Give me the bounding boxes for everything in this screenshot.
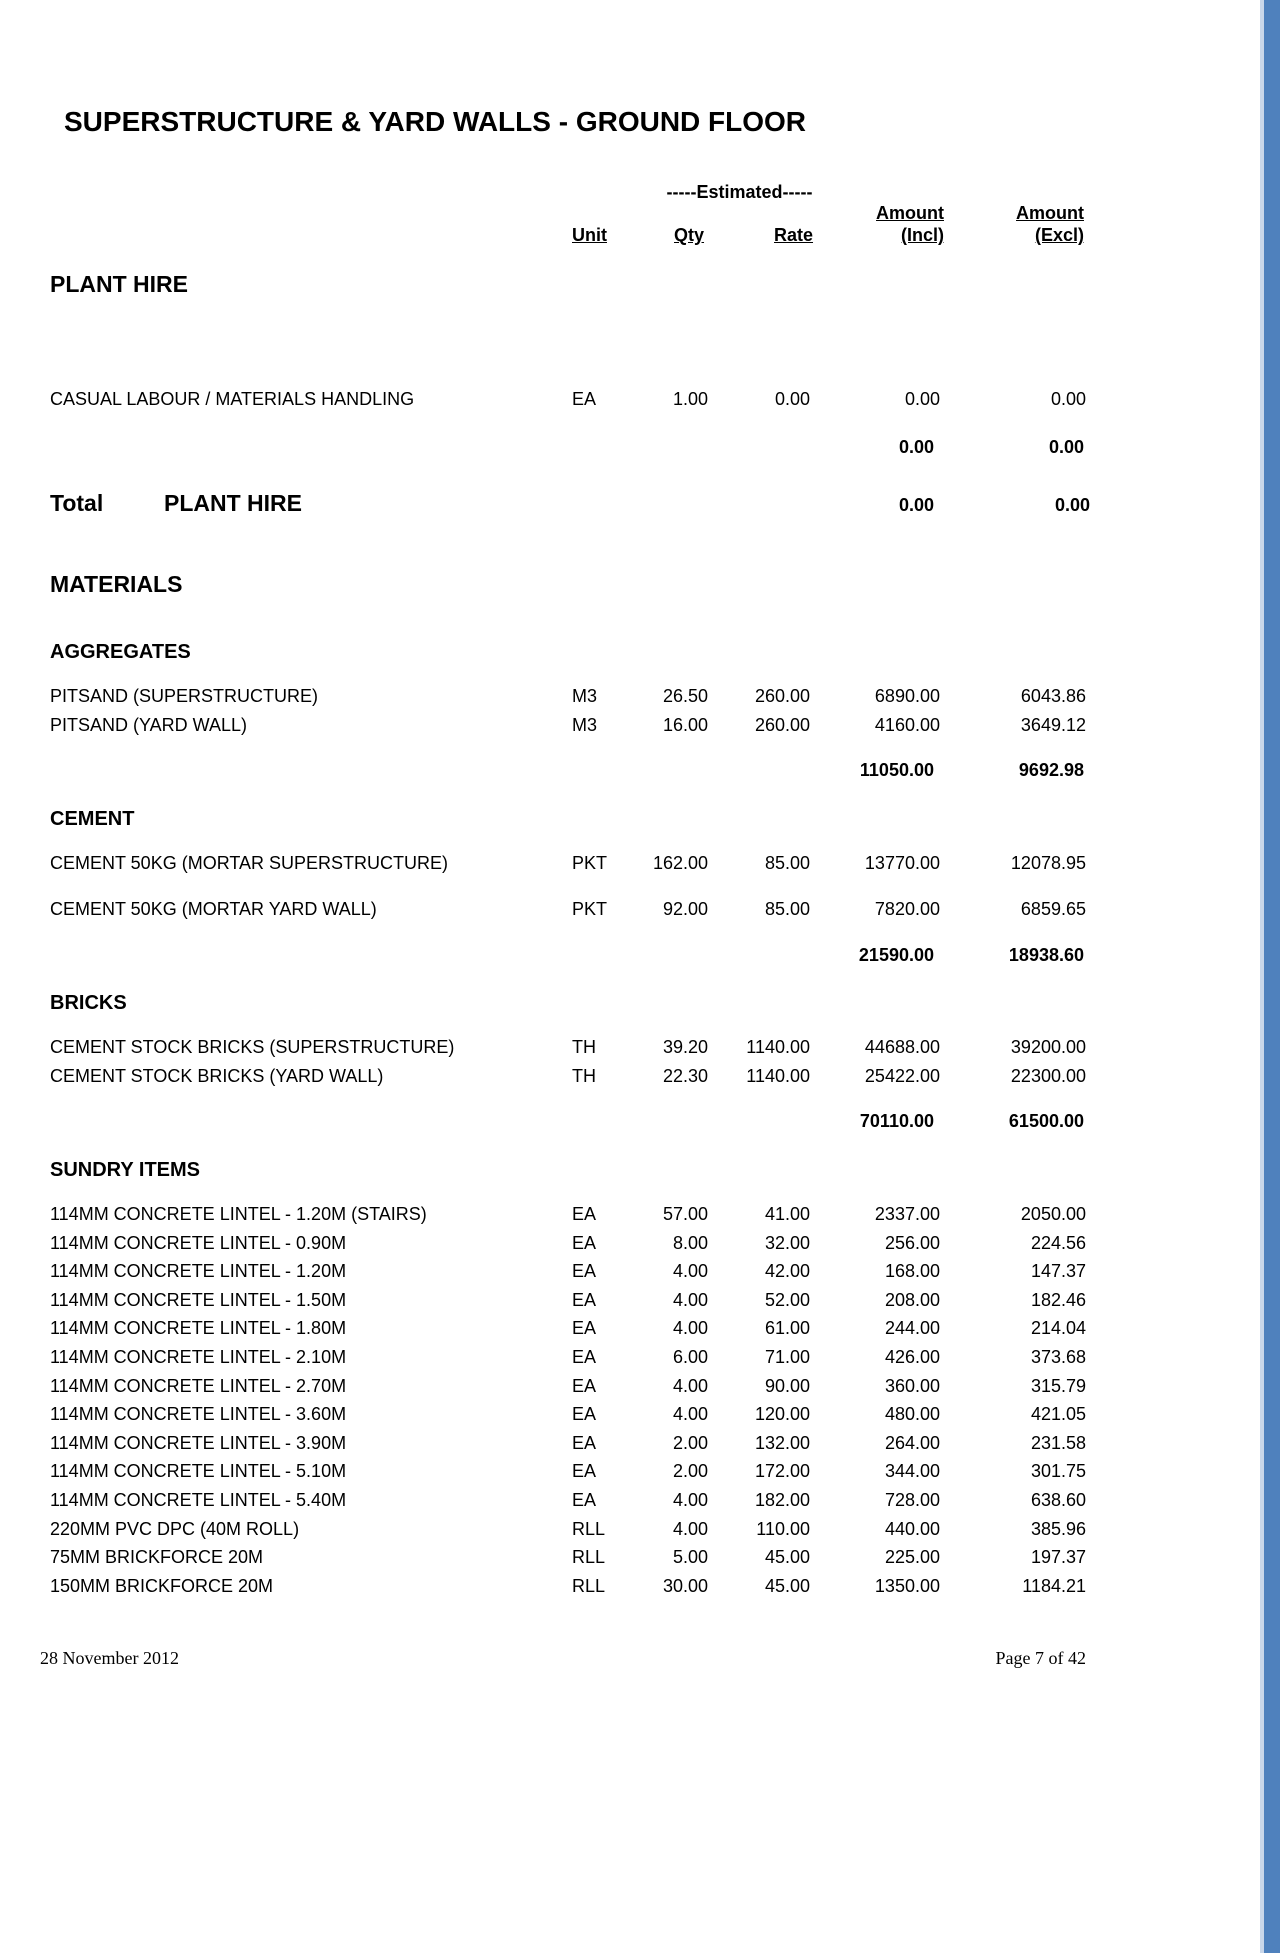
item-amount-incl: 480.00	[884, 1404, 940, 1425]
item-qty: 4.00	[672, 1261, 708, 1282]
item-qty: 16.00	[662, 715, 708, 735]
table-row	[0, 1400, 1100, 1428]
item-description: 114MM CONCRETE LINTEL - 1.20M	[50, 1261, 347, 1282]
table-row	[0, 895, 1100, 923]
item-description: PITSAND (YARD WALL)	[50, 715, 248, 735]
subtotal-incl: 11050.00	[859, 760, 934, 780]
item-rate: 110.00	[756, 1518, 810, 1539]
table-row	[0, 1314, 1100, 1342]
amount-incl-header-line1: Amount	[876, 203, 944, 223]
subtotal-row	[0, 756, 1100, 784]
table-row	[0, 711, 1100, 739]
item-amount-excl: 1184.21	[1022, 1575, 1086, 1596]
item-unit: EA	[572, 1432, 597, 1453]
item-amount-incl: 225.00	[884, 1547, 940, 1568]
unit-header: Unit	[572, 225, 607, 245]
item-qty: 6.00	[672, 1347, 708, 1367]
table-row	[0, 1200, 1100, 1228]
item-qty: 39.20	[662, 1037, 708, 1057]
item-amount-excl: 231.58	[1030, 1432, 1086, 1453]
table-row	[0, 1486, 1100, 1514]
item-qty: 92.00	[662, 899, 708, 919]
item-rate: 45.00	[764, 1575, 810, 1596]
item-description: 114MM CONCRETE LINTEL - 0.90M	[50, 1232, 347, 1253]
item-amount-incl: 244.00	[884, 1318, 940, 1339]
item-unit: EA	[572, 1404, 597, 1425]
table-row	[0, 1572, 1100, 1600]
table-row	[0, 1429, 1100, 1457]
subtotal-incl: 21590.00	[858, 945, 934, 965]
item-amount-incl: 6890.00	[874, 686, 940, 706]
subsection-title-cement: CEMENT	[50, 808, 135, 830]
table-row	[0, 1372, 1100, 1400]
item-rate: 52.00	[764, 1289, 810, 1310]
item-amount-excl: 421.05	[1030, 1404, 1086, 1425]
item-description: 114MM CONCRETE LINTEL - 1.50M	[50, 1289, 347, 1310]
total-excl: 0.00	[1054, 495, 1090, 515]
item-unit: RLL	[572, 1547, 606, 1568]
item-amount-incl: 44688.00	[864, 1037, 940, 1057]
subtotal-row	[0, 941, 1100, 969]
footer-page-number: Page 7 of 42	[995, 1648, 1086, 1668]
item-amount-incl: 264.00	[884, 1432, 940, 1453]
item-rate: 1140.00	[746, 1037, 810, 1057]
item-qty: 4.00	[672, 1490, 708, 1510]
item-amount-incl: 2337.00	[874, 1204, 940, 1224]
item-rate: 260.00	[754, 715, 810, 735]
item-description: CEMENT 50KG (MORTAR SUPERSTRUCTURE)	[50, 853, 449, 873]
item-qty: 4.00	[672, 1404, 708, 1425]
item-description: 220MM PVC DPC (40M ROLL)	[50, 1518, 300, 1539]
item-amount-excl: 214.04	[1030, 1318, 1086, 1339]
item-unit: PKT	[572, 899, 608, 919]
item-rate: 32.00	[764, 1232, 810, 1253]
page-title: SUPERSTRUCTURE & YARD WALLS - GROUND FLOOR	[64, 106, 807, 137]
item-rate: 71.00	[764, 1347, 810, 1367]
item-rate: 42.00	[764, 1261, 810, 1282]
section-title-plant-hire: PLANT HIRE	[50, 271, 188, 297]
item-rate: 90.00	[764, 1375, 810, 1396]
amount-incl-header-line2: (Incl)	[901, 225, 944, 245]
item-qty: 57.00	[662, 1204, 708, 1224]
item-description: PITSAND (SUPERSTRUCTURE)	[50, 686, 319, 706]
item-qty: 5.00	[672, 1547, 708, 1568]
item-unit: EA	[572, 1461, 597, 1482]
table-row	[0, 1062, 1100, 1090]
item-rate: 61.00	[764, 1318, 810, 1339]
item-qty: 26.50	[662, 686, 708, 706]
item-amount-incl: 1350.00	[874, 1575, 940, 1596]
item-qty: 2.00	[672, 1432, 708, 1453]
item-amount-excl: 3649.12	[1020, 715, 1086, 735]
amount-excl-header-line1: Amount	[1016, 203, 1084, 223]
item-description: 114MM CONCRETE LINTEL - 1.20M (STAIRS)	[50, 1204, 427, 1224]
item-amount-incl: 426.00	[884, 1347, 940, 1367]
item-qty: 8.00	[672, 1232, 708, 1253]
table-row	[0, 1457, 1100, 1485]
item-unit: TH	[572, 1037, 596, 1057]
subtotal-excl: 18938.60	[1008, 945, 1084, 965]
item-amount-excl: 385.96	[1030, 1518, 1086, 1539]
item-amount-incl: 13770.00	[864, 853, 940, 873]
item-rate: 45.00	[764, 1547, 810, 1568]
subtotal-row	[0, 1107, 1100, 1135]
page-edge-bar	[1264, 0, 1280, 1953]
table-row	[0, 1033, 1100, 1061]
item-unit: EA	[572, 1289, 597, 1310]
item-amount-excl: 6043.86	[1020, 686, 1086, 706]
item-description: 114MM CONCRETE LINTEL - 5.10M	[50, 1461, 347, 1482]
item-amount-excl: 301.75	[1030, 1461, 1086, 1482]
item-amount-incl: 360.00	[884, 1375, 940, 1396]
item-qty: 30.00	[662, 1575, 708, 1596]
item-unit: EA	[572, 1261, 597, 1282]
item-unit: PKT	[572, 853, 608, 873]
item-description: 114MM CONCRETE LINTEL - 5.40M	[50, 1490, 347, 1510]
amount-incl-header	[868, 202, 944, 246]
item-amount-excl: 638.60	[1030, 1490, 1086, 1510]
item-description: 114MM CONCRETE LINTEL - 3.60M	[50, 1404, 347, 1425]
item-rate: 132.00	[754, 1432, 810, 1453]
amount-excl-header-line2: (Excl)	[1034, 225, 1084, 245]
item-amount-excl: 0.00	[1050, 389, 1086, 409]
item-unit: M3	[572, 686, 598, 706]
item-amount-excl: 315.79	[1030, 1375, 1086, 1396]
table-row	[0, 385, 1100, 413]
item-unit: EA	[572, 389, 597, 409]
table-row	[0, 1257, 1100, 1285]
table-row	[0, 849, 1100, 877]
item-rate: 41.00	[764, 1204, 810, 1224]
item-amount-incl: 4160.00	[874, 715, 940, 735]
item-amount-excl: 2050.00	[1020, 1204, 1086, 1224]
item-rate: 1140.00	[746, 1066, 810, 1086]
section-title-materials: MATERIALS	[50, 571, 183, 597]
item-rate: 260.00	[754, 686, 810, 706]
item-amount-incl: 0.00	[904, 389, 940, 409]
total-row	[0, 491, 1100, 519]
item-description: 150MM BRICKFORCE 20M	[50, 1575, 274, 1596]
item-qty: 4.00	[672, 1318, 708, 1339]
table-row	[0, 682, 1100, 710]
item-unit: M3	[572, 715, 598, 735]
item-rate: 182.00	[754, 1490, 810, 1510]
item-description: CEMENT STOCK BRICKS (SUPERSTRUCTURE)	[50, 1037, 455, 1057]
table-row	[0, 1343, 1100, 1371]
item-rate: 172.00	[754, 1461, 810, 1482]
table-row	[0, 1515, 1100, 1543]
item-unit: EA	[572, 1232, 597, 1253]
item-qty: 22.30	[662, 1066, 708, 1086]
item-amount-excl: 224.56	[1030, 1232, 1086, 1253]
item-amount-excl: 6859.65	[1020, 899, 1086, 919]
item-amount-excl: 22300.00	[1010, 1066, 1086, 1086]
total-incl: 0.00	[898, 495, 934, 515]
item-description: 114MM CONCRETE LINTEL - 1.80M	[50, 1318, 347, 1339]
item-unit: EA	[572, 1375, 597, 1396]
item-description: 114MM CONCRETE LINTEL - 3.90M	[50, 1432, 347, 1453]
item-unit: TH	[572, 1066, 596, 1086]
subtotal-excl: 0.00	[1048, 437, 1084, 457]
item-amount-excl: 373.68	[1030, 1347, 1086, 1367]
item-qty: 2.00	[672, 1461, 708, 1482]
item-description: CEMENT STOCK BRICKS (YARD WALL)	[50, 1066, 384, 1086]
item-qty: 1.00	[672, 389, 708, 409]
item-unit: RLL	[572, 1575, 606, 1596]
item-description: 75MM BRICKFORCE 20M	[50, 1547, 264, 1568]
subtotal-excl: 61500.00	[1008, 1111, 1084, 1131]
total-section-name: PLANT HIRE	[164, 490, 302, 516]
subtotal-row	[0, 433, 1100, 461]
item-unit: EA	[572, 1204, 597, 1224]
item-qty: 4.00	[672, 1375, 708, 1396]
item-rate: 85.00	[764, 853, 810, 873]
subsection-title-bricks: BRICKS	[50, 992, 127, 1014]
item-unit: RLL	[572, 1518, 606, 1539]
item-amount-excl: 39200.00	[1010, 1037, 1086, 1057]
table-row	[0, 1543, 1100, 1571]
subtotal-incl: 0.00	[898, 437, 934, 457]
item-rate: 120.00	[754, 1404, 810, 1425]
subtotal-excl: 9692.98	[1018, 760, 1084, 780]
estimated-header: -----Estimated-----	[666, 182, 813, 202]
item-amount-incl: 208.00	[884, 1289, 940, 1310]
item-unit: EA	[572, 1318, 597, 1339]
item-qty: 4.00	[672, 1518, 708, 1539]
item-description: 114MM CONCRETE LINTEL - 2.10M	[50, 1347, 347, 1367]
subsection-title-aggregates: AGGREGATES	[50, 641, 191, 663]
footer-date: 28 November 2012	[40, 1648, 179, 1668]
item-amount-excl: 12078.95	[1010, 853, 1086, 873]
item-amount-incl: 440.00	[884, 1518, 940, 1539]
item-unit: EA	[572, 1490, 597, 1510]
item-amount-incl: 256.00	[884, 1232, 940, 1253]
rate-header: Rate	[774, 225, 814, 245]
item-rate: 85.00	[764, 899, 810, 919]
item-amount-incl: 7820.00	[874, 899, 940, 919]
item-amount-excl: 182.46	[1030, 1289, 1086, 1310]
item-unit: EA	[572, 1347, 597, 1367]
item-amount-incl: 168.00	[884, 1261, 940, 1282]
item-description: CASUAL LABOUR / MATERIALS HANDLING	[50, 389, 415, 409]
item-amount-excl: 197.37	[1030, 1547, 1086, 1568]
table-row	[0, 1286, 1100, 1314]
item-description: 114MM CONCRETE LINTEL - 2.70M	[50, 1375, 347, 1396]
item-amount-excl: 147.37	[1030, 1261, 1086, 1282]
subsection-title-sundry-items: SUNDRY ITEMS	[50, 1159, 201, 1181]
qty-header: Qty	[674, 225, 705, 245]
item-amount-incl: 344.00	[884, 1461, 940, 1482]
item-amount-incl: 728.00	[884, 1490, 940, 1510]
amount-excl-header	[1008, 202, 1084, 246]
item-qty: 4.00	[672, 1289, 708, 1310]
item-rate: 0.00	[774, 389, 810, 409]
item-description: CEMENT 50KG (MORTAR YARD WALL)	[50, 899, 377, 919]
subtotal-incl: 70110.00	[859, 1111, 934, 1131]
table-row	[0, 1229, 1100, 1257]
total-label: Total	[50, 490, 104, 516]
item-amount-incl: 25422.00	[864, 1066, 940, 1086]
item-qty: 162.00	[652, 853, 708, 873]
